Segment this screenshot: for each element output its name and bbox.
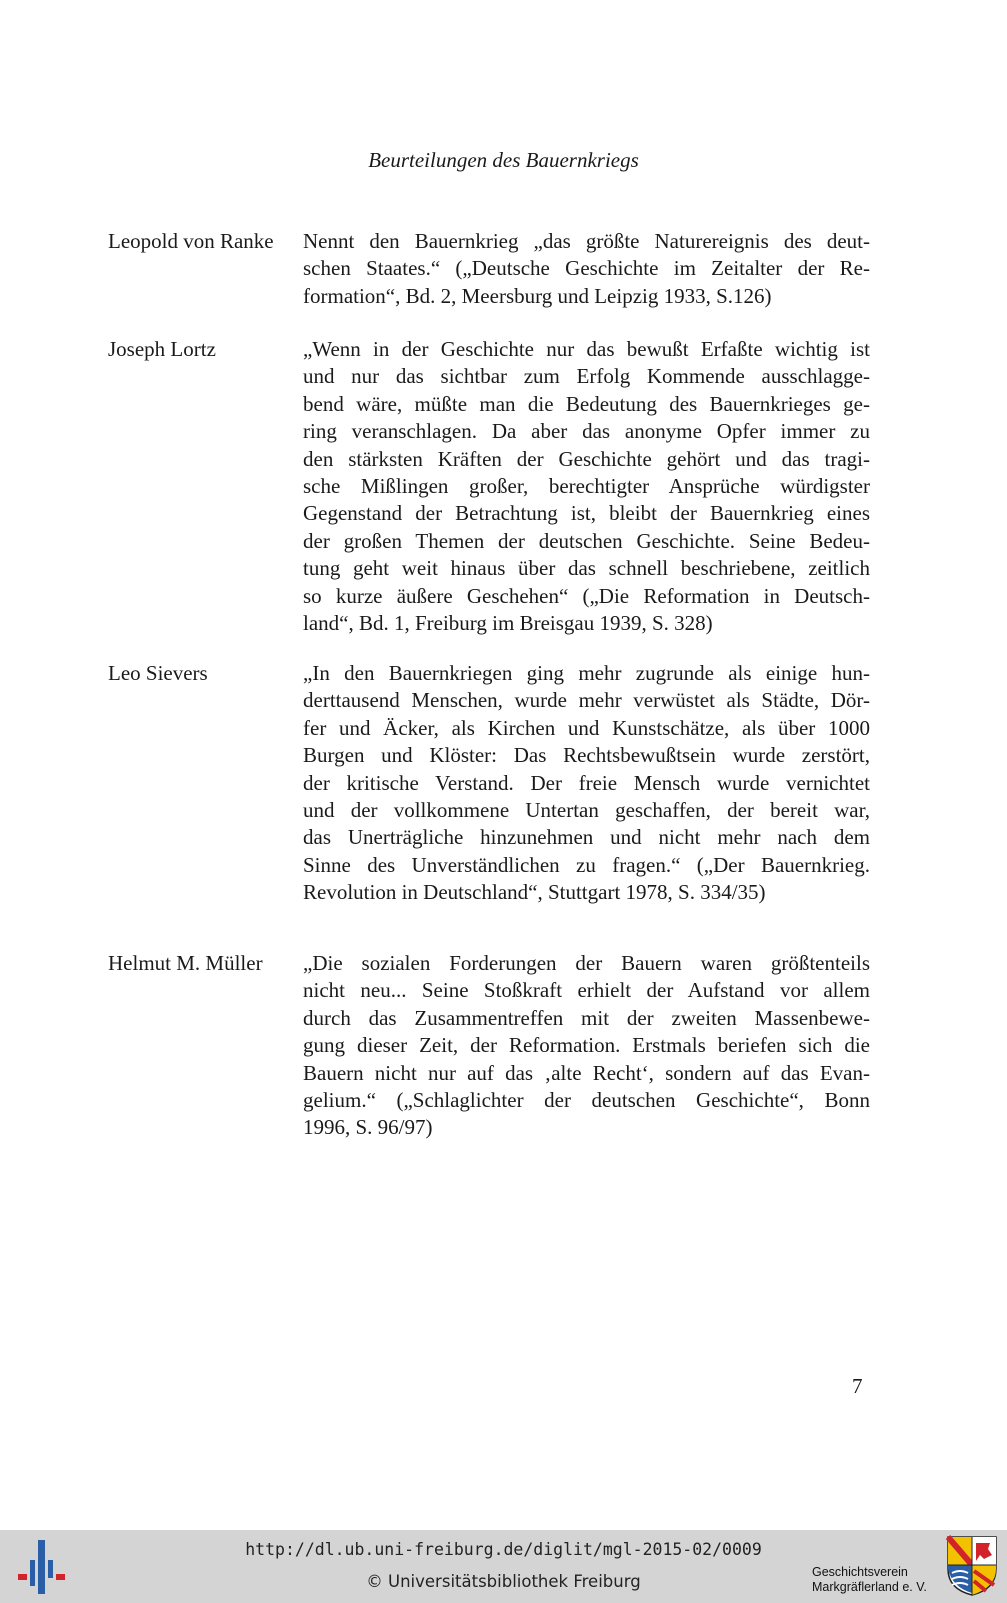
entry-quote [303,660,870,907]
footer-url-link[interactable]: http://dl.ub.uni-freiburg.de/diglit/mgl-2015-02/0009 [245,1540,762,1559]
quote-line: schen Staates.“ („Deutsche Geschichte im Zeitalter der Re- [303,256,870,281]
quote-line: den stärksten Kräften der Geschichte gehört und das tragi- [303,446,870,471]
quote-line: durch das Zusammentreffen mit der zweiten Massenbewe- [303,1005,870,1030]
quote-line: und der vollkommene Untertan geschaffen, der bereit war, [303,798,870,823]
quote-line: Burgen und Klöster: Das Rechtsbewußtsein wurde zerstört, [303,743,870,768]
quote-line: ring veranschlagen. Da aber das anonyme Opfer immer zu [303,419,870,444]
quote-line: Gegenstand der Betrachtung ist, bleibt der Bauernkrieg eines [303,501,870,526]
quote-line: Revolution in Deutschland“, Stuttgart 1978, S. 334/35) [303,880,766,905]
quote-line: gung dieser Zeit, der Reformation. Erstmals beriefen sich die [303,1033,870,1058]
entry-author: Helmut M. Müller [108,951,263,975]
footer-bar [0,1530,1007,1603]
quote-line: land“, Bd. 1, Freiburg im Breisgau 1939, S. 328) [303,611,713,636]
entry-author: Joseph Lortz [108,337,216,361]
quote-line: fer und Äcker, als Kirchen und Kunstschätze, als über 1000 [303,715,870,740]
page-heading: Beurteilungen des Bauernkriegs [368,148,639,172]
quote-line: 1996, S. 96/97) [303,1115,433,1140]
society-name [812,1565,942,1595]
quote-line: und nur das sichtbar zum Erfolg Kommende ausschlagge- [303,364,870,389]
quote-line: derttausend Menschen, wurde mehr verwüstet als Städte, Dör- [303,688,870,713]
quote-line: so kurze äußere Geschehen“ („Die Reformation in Deutsch- [303,583,870,608]
quote-line: Bauern nicht nur auf das ‚alte Recht‘, sondern auf das Evan- [303,1060,870,1085]
quote-line: Nennt den Bauernkrieg „das größte Naturereignis des deut- [303,229,870,253]
entry-mueller [108,950,870,1142]
quote-line: bend wäre, müßte man die Bedeutung des Bauernkrieges ge- [303,391,870,416]
entry-author: Leo Sievers [108,661,208,685]
entry-ranke [108,228,870,310]
quote-line: tung geht weit hinaus über das schnell beschriebene, zeitlich [303,556,870,581]
quote-line: Sinne des Unverständlichen zu fragen.“ („Der Bauernkrieg. [303,852,870,877]
society-line: Geschichtsverein [812,1565,908,1579]
quote-line: „Die sozialen Forderungen der Bauern waren größtenteils [303,951,870,975]
entry-author: Leopold von Ranke [108,229,274,253]
quote-line: „Wenn in der Geschichte nur das bewußt Erfaßte wichtig ist [303,337,870,361]
quote-line: der kritische Verstand. Der freie Mensch wurde vernichtet [303,770,870,795]
coat-of-arms-icon [946,1535,998,1597]
entry-quote [303,336,870,637]
quote-line: sche Mißlingen großer, berechtigter Ansprüche würdigster [303,474,870,499]
quote-line: nicht neu... Seine Stoßkraft erhielt der Aufstand vor allem [303,978,870,1003]
society-line: Markgräflerland e. V. [812,1580,927,1594]
quote-line: „In den Bauernkriegen ging mehr zugrunde als einige hun- [303,661,870,685]
page-number: 7 [852,1374,863,1398]
quote-line: gelium.“ („Schlaglichter der deutschen Geschichte“, Bonn [303,1088,870,1113]
entry-quote [303,950,870,1142]
quote-line: der großen Themen der deutschen Geschichte. Seine Bedeu- [303,528,870,553]
quote-line: formation“, Bd. 2, Meersburg und Leipzig 1933, S.126) [303,283,772,308]
entry-lortz [108,336,870,637]
footer-copyright: © Universitätsbibliothek Freiburg [366,1572,641,1591]
entry-quote [303,228,870,310]
entry-sievers [108,660,870,907]
quote-line: das Unerträgliche hinzunehmen und nicht mehr nach dem [303,825,870,850]
